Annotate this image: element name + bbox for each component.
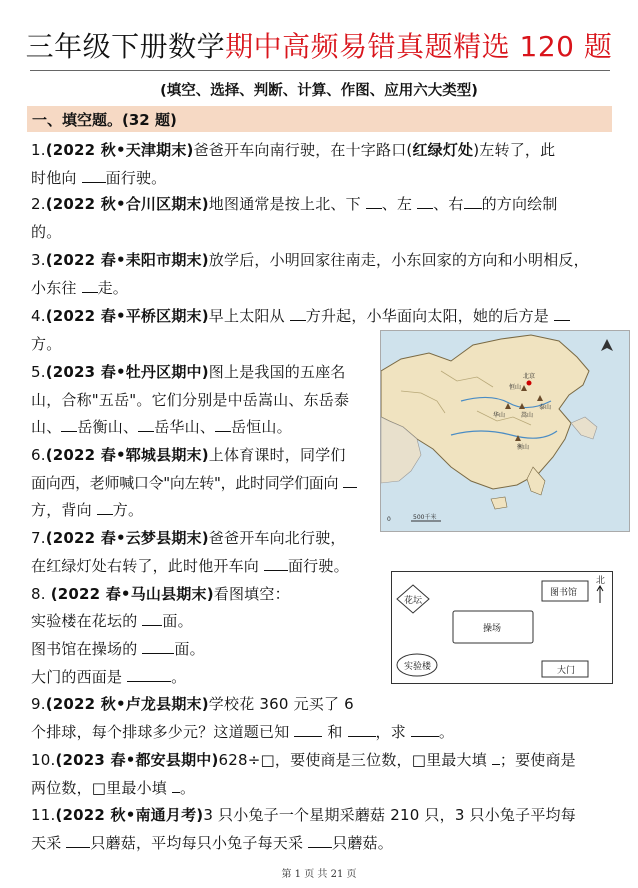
question-text: 岳衡山、 xyxy=(77,418,139,436)
title-divider xyxy=(30,70,610,71)
question-4-line-1 xyxy=(31,306,570,326)
library-label: 图书馆 xyxy=(550,588,578,598)
question-source: (2023 春•牡丹区期中) xyxy=(45,363,209,381)
question-text: 只蘑菇。 xyxy=(332,834,393,852)
question-text: 看图填空： xyxy=(213,585,290,603)
question-10-line-1 xyxy=(31,750,576,770)
question-text: 方，背向 xyxy=(31,501,92,519)
question-text: 个排球，每个排球多少元？这道题已知 xyxy=(31,723,290,741)
question-number: 9. xyxy=(31,695,46,713)
question-text: ，求 xyxy=(375,723,406,741)
taishan-label: 泰山 xyxy=(539,404,552,411)
question-6-line-1 xyxy=(31,445,346,465)
answer-blank[interactable] xyxy=(127,667,171,682)
scale-zero-label: 0 xyxy=(387,516,391,523)
question-source: (2023 春•都安县期中) xyxy=(55,751,219,769)
question-8-line-2 xyxy=(31,611,193,631)
question-text: 面行驶。 xyxy=(105,169,167,187)
question-text: 山、 xyxy=(31,418,62,436)
question-text: 面行驶。 xyxy=(287,557,349,575)
huashan-label: 华山 xyxy=(493,412,506,419)
songshan-label: 嵩山 xyxy=(521,412,534,419)
question-number: 1. xyxy=(31,141,46,159)
answer-blank[interactable] xyxy=(66,833,90,848)
question-text: 放学后，小明回家往南走，小东回家的方向和小明相反， xyxy=(208,251,589,269)
flower-bed-label: 花坛 xyxy=(404,596,423,606)
question-5-line-1 xyxy=(31,362,346,382)
question-3-line-1 xyxy=(31,250,589,270)
question-text: 面向西，老师喊口令"向左转"，此时同学们面向 xyxy=(31,474,339,492)
question-text: 方。 xyxy=(112,501,144,519)
scale-label: 500千米 xyxy=(413,514,437,521)
question-text: 3 只小兔子一个星期采蘑菇 210 只，3 只小兔子平均每 xyxy=(203,806,576,824)
question-text: 山，合称"五岳"。它们分别是中岳嵩山、东岳泰 xyxy=(31,391,350,409)
question-9-line-2 xyxy=(31,722,454,742)
section-title: 一、填空题。(32 题) xyxy=(32,111,177,129)
question-source: (2022 秋•天津期末) xyxy=(45,141,194,159)
question-2-line-1 xyxy=(31,194,558,214)
question-number: 10. xyxy=(31,751,56,769)
question-source: (2022 春•郓城县期末) xyxy=(45,446,209,464)
question-4-line-2 xyxy=(31,334,61,354)
question-text: 。 xyxy=(179,779,196,797)
question-text: 大门的西面是 xyxy=(31,668,123,686)
question-source: (2022 春•平桥区期末) xyxy=(45,307,209,325)
question-text: 爸爸开车向南行驶，在十字路口( xyxy=(193,141,413,159)
question-3-line-2 xyxy=(31,278,128,298)
beijing-label: 北京 xyxy=(523,373,536,380)
answer-blank[interactable] xyxy=(554,306,570,321)
question-source: (2022 秋•南通月考) xyxy=(55,806,204,824)
answer-blank[interactable] xyxy=(417,194,433,209)
question-text: )左转了，此 xyxy=(473,141,556,159)
title-main: 三年级下册数学 xyxy=(25,30,226,63)
gate-label: 大门 xyxy=(557,666,576,676)
question-text: 。 xyxy=(171,668,187,686)
map-drawing xyxy=(381,331,629,531)
question-text: 面。 xyxy=(162,612,193,630)
answer-blank[interactable] xyxy=(411,722,439,737)
answer-blank[interactable] xyxy=(82,168,106,183)
question-text: 天采 xyxy=(31,834,62,852)
question-8-line-3 xyxy=(31,639,205,659)
question-source: (2022 秋•合川区期末) xyxy=(45,195,209,213)
answer-blank[interactable] xyxy=(215,417,231,432)
question-text: 两位数，□里最小填 xyxy=(31,779,167,797)
question-number: 7. xyxy=(31,529,46,547)
question-text: 的。 xyxy=(31,223,62,241)
answer-blank[interactable] xyxy=(348,722,376,737)
question-text: 的方向绘制 xyxy=(481,195,558,213)
question-text: 图上是我国的五座名 xyxy=(208,363,346,381)
question-number: 3. xyxy=(31,251,46,269)
answer-blank[interactable] xyxy=(142,611,162,626)
diagram-drawing xyxy=(391,571,613,684)
question-5-line-3 xyxy=(31,417,292,437)
question-source: (2022 秋•卢龙县期末) xyxy=(45,695,209,713)
answer-blank[interactable] xyxy=(97,500,113,515)
title-highlight: 期中高频易错真题精选 120 题 xyxy=(225,30,613,63)
question-text: 实验楼在花坛的 xyxy=(31,612,138,630)
page-footer: 第 1 页 共 21 页 xyxy=(281,869,357,880)
answer-blank[interactable] xyxy=(308,833,332,848)
subtitle: (填空、选择、判断、计算、作图、应用六大类型) xyxy=(160,83,478,99)
question-text-bold: 红绿灯处 xyxy=(412,141,474,159)
question-text: 图书馆在操场的 xyxy=(31,640,138,658)
question-text: 在红绿灯处右转了，此时他开车向 xyxy=(31,557,260,575)
question-text: 早上太阳从 xyxy=(208,307,285,325)
question-number: 4. xyxy=(31,307,46,325)
question-text: 小东往 xyxy=(31,279,77,297)
answer-blank[interactable] xyxy=(290,306,306,321)
question-11-line-2 xyxy=(31,833,393,853)
question-text: 地图通常是按上北、下 xyxy=(208,195,361,213)
question-text: 和 xyxy=(327,723,343,741)
question-source: (2022 春•云梦县期末) xyxy=(45,529,209,547)
question-text: 。 xyxy=(438,723,455,741)
question-text: ；要使商是 xyxy=(499,751,576,769)
question-text: 、右 xyxy=(433,195,464,213)
answer-blank[interactable] xyxy=(366,194,382,209)
school-layout-diagram xyxy=(391,571,613,684)
answer-blank[interactable] xyxy=(61,417,77,432)
question-6-line-2 xyxy=(31,473,357,493)
question-text: 爸爸开车向北行驶， xyxy=(208,529,346,547)
question-text: 只蘑菇，平均每只小兔子每天采 xyxy=(90,834,304,852)
question-1-line-1 xyxy=(31,140,555,160)
answer-blank[interactable] xyxy=(264,556,288,571)
china-mountains-map xyxy=(380,330,630,532)
question-number: 11. xyxy=(31,806,56,824)
answer-blank[interactable] xyxy=(492,750,500,765)
question-text: 学校花 360 元买了 6 xyxy=(208,695,354,713)
question-1-line-2 xyxy=(31,168,166,188)
question-text: 方。 xyxy=(31,335,62,353)
question-text: 上体育课时，同学们 xyxy=(208,446,346,464)
question-8-line-4 xyxy=(31,667,186,687)
hengshan-north-label: 恒山 xyxy=(509,384,522,391)
question-number: 2. xyxy=(31,195,46,213)
question-2-line-2 xyxy=(31,222,61,242)
question-7-line-2 xyxy=(31,556,349,576)
answer-blank[interactable] xyxy=(138,417,154,432)
answer-blank[interactable] xyxy=(172,778,180,793)
hengshan-south-label: 衡山 xyxy=(517,444,530,451)
answer-blank[interactable] xyxy=(294,722,322,737)
question-text: 走。 xyxy=(97,279,128,297)
question-text: 、左 xyxy=(381,195,413,213)
question-text: 岳恒山。 xyxy=(231,418,292,436)
question-text: 岳华山、 xyxy=(154,418,216,436)
north-label: 北 xyxy=(596,576,606,586)
question-9-line-1 xyxy=(31,694,354,714)
question-source: (2022 春•耒阳市期末) xyxy=(45,251,209,269)
question-10-line-2 xyxy=(31,778,195,798)
playground-label: 操场 xyxy=(483,624,502,634)
page-title xyxy=(0,30,638,64)
question-text: 时他向 xyxy=(31,169,77,187)
question-number: 6. xyxy=(31,446,46,464)
question-number: 8. xyxy=(31,585,46,603)
lab-building-label: 实验楼 xyxy=(404,662,432,672)
beijing-marker xyxy=(527,381,532,386)
question-text: 628÷□，要使商是三位数，□里最大填 xyxy=(218,751,487,769)
answer-blank[interactable] xyxy=(82,278,98,293)
answer-blank[interactable] xyxy=(142,639,174,654)
question-text: 面。 xyxy=(174,640,205,658)
question-source: (2022 春•马山县期末) xyxy=(50,585,214,603)
question-11-line-1 xyxy=(31,805,576,825)
question-7-line-1 xyxy=(31,528,346,548)
question-8-line-1 xyxy=(31,584,290,604)
answer-blank[interactable] xyxy=(464,194,482,209)
question-text: 方升起，小华面向太阳，她的后方是 xyxy=(305,307,549,325)
question-6-line-3 xyxy=(31,500,143,520)
answer-blank[interactable] xyxy=(343,473,357,488)
question-number: 5. xyxy=(31,363,46,381)
question-5-line-2 xyxy=(31,390,349,410)
